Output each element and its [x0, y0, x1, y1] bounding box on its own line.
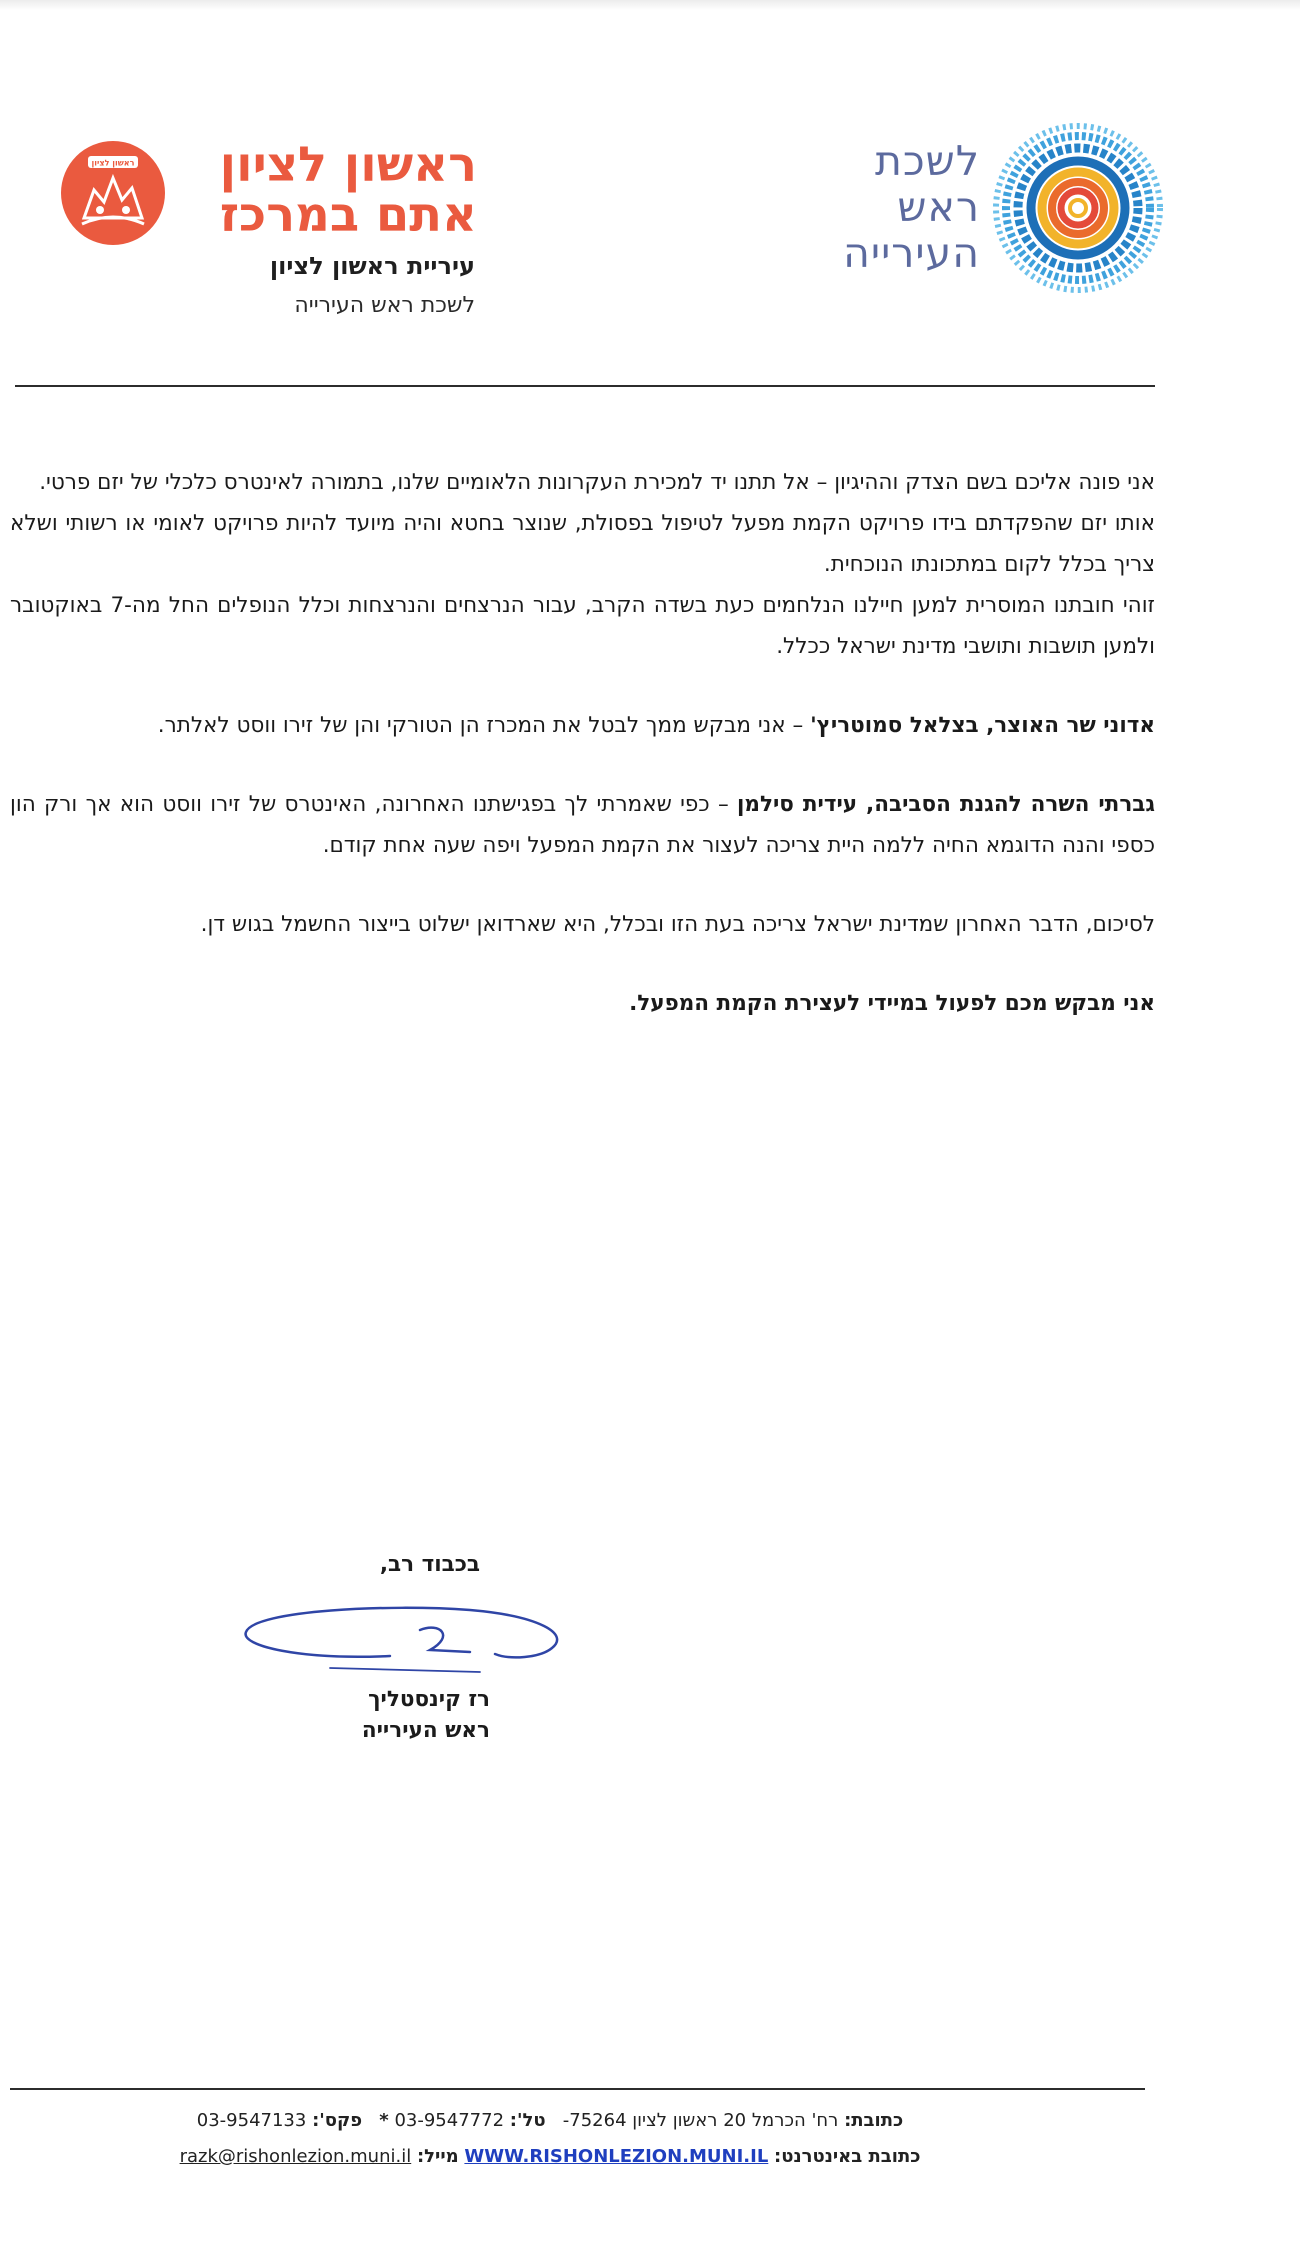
paragraph-7	[10, 983, 1155, 1024]
footer-web-line	[90, 2146, 1010, 2167]
city-name: עיריית ראשון לציון	[269, 252, 475, 280]
footer-contact-line	[90, 2110, 1010, 2131]
address-value: רח' הכרמל 20 ראשון לציון 75264-	[562, 2110, 839, 2131]
handwritten-signature	[240, 1602, 570, 1692]
mayor-office-logo	[838, 118, 1168, 308]
paragraph-5-text: – כפי שאמרתי לך בפגישתנו האחרונה, האינטרס של זירו ווסט הוא אך ורק הון כספי והנה הדוגמא החיה ללמה היית צריכה לעצור את הקמת המפעל ויפה שעה אחת קודם.	[10, 792, 1155, 858]
paragraph-5	[10, 784, 1155, 866]
paragraph-3: זוהי חובתנו המוסרית למען חיילנו הנלחמים כעת בשדה הקרב, עבור הנרצחים והנרצחות וכלל הנופלים החל מה-7 באוקטובר ולמען תושבות ותושבי מדינת ישראל ככלל.	[10, 593, 1155, 659]
paragraph-5-addressee: גברתי השרה להגנת הסביבה, עידית סילמן	[737, 792, 1156, 817]
footer-divider	[10, 2088, 1145, 2090]
paragraph-2: אותו יזם שהפקדתם בידו פרויקט הקמת מפעל לטיפול בפסולת, שנוצר בחטא והיה מיועד להיות פרויקט לאומי או רשותי ושלא צריך בכלל לקום במתכונתו הנוכחית.	[10, 511, 1155, 577]
city-emblem-badge: ראשון לציון	[91, 158, 135, 168]
email-label: מייל:	[416, 2146, 459, 2167]
city-logo	[60, 137, 477, 330]
paragraph-1: אני פונה אליכם בשם הצדק וההיגיון – אל תתנו יד למכירת העקרונות הלאומיים שלנו, בתמורה לאינטרס כלכלי של יזם פרטי.	[39, 470, 1155, 495]
phone-label: טל':	[509, 2110, 546, 2131]
city-office-name: לשכת ראש העירייה	[294, 293, 475, 318]
fax-label: פקס':	[312, 2110, 363, 2131]
internet-label: כתובת באינטרנט:	[774, 2146, 921, 2167]
website-link[interactable]: WWW.RISHONLEZION.MUNI.IL	[464, 2146, 769, 2167]
spiral-logo-icon	[988, 118, 1168, 298]
closing-request: אני מבקש מכם לפעול במיידי לעצירת הקמת המפעל.	[629, 991, 1155, 1016]
paragraph-4	[10, 705, 1155, 746]
closing-greeting: בכבוד רב,	[379, 1552, 480, 1577]
city-slogan: ראשון לציון אתם במרכז	[219, 137, 477, 243]
paragraph-4-addressee: אדוני שר האוצר, בצלאל סמוטריץ'	[810, 713, 1155, 738]
fax-value: 03-9547133	[196, 2110, 307, 2131]
letter-body	[10, 462, 1155, 1024]
address-label: כתובת:	[844, 2110, 904, 2131]
mayor-office-logo-text: לשכת ראש העירייה	[843, 137, 980, 277]
header-divider	[15, 385, 1155, 387]
paragraph-4-text: – אני מבקש ממך לבטל את המכרז הן הטורקי והן של זירו ווסט לאלתר.	[157, 713, 811, 738]
city-emblem-icon	[60, 140, 166, 246]
email-link[interactable]: razk@rishonlezion.muni.il	[179, 2146, 412, 2167]
signer-name: רז קינסטליך	[368, 1687, 490, 1712]
signer-title: ראש העירייה	[361, 1718, 490, 1743]
separator: *	[379, 2110, 389, 2131]
signer-block	[300, 1684, 490, 1746]
paragraph-6: לסיכום, הדבר האחרון שמדינת ישראל צריכה בעת הזו ובכלל, היא שארדואן ישלוט בייצור החשמל בגוש דן.	[200, 912, 1155, 937]
phone-value: 03-9547772	[394, 2110, 505, 2131]
